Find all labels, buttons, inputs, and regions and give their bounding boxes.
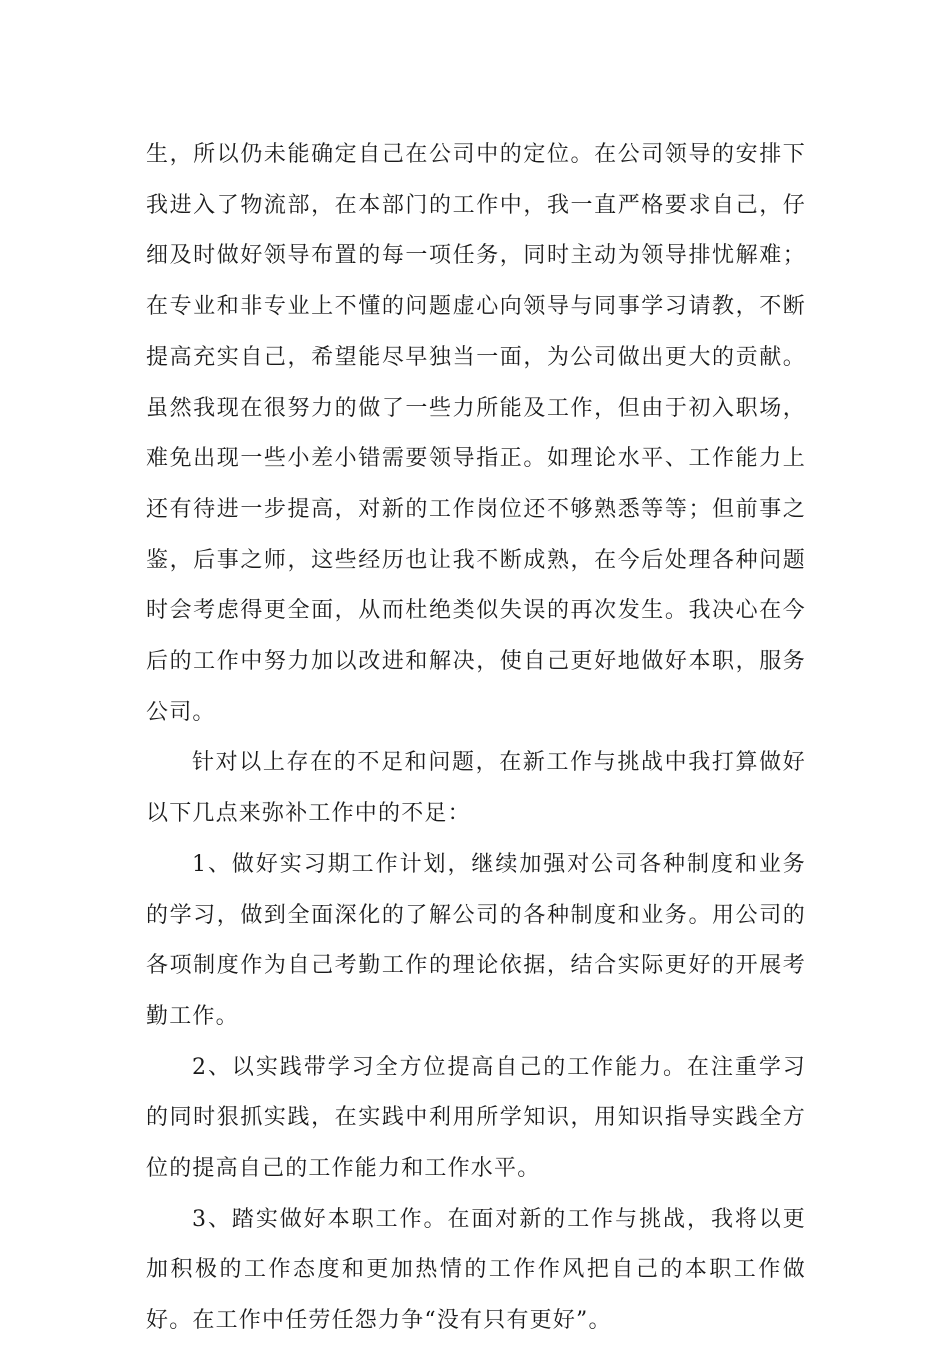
paragraph-item-2: 2、以实践带学习全方位提高自己的工作能力。在注重学习的同时狠抓实践，在实践中利用所学知识，用知识指导实践全方位的提高自己的工作能力和工作水平。	[146, 1054, 806, 1182]
paragraph-item-1: 1、做好实习期工作计划，继续加强对公司各种制度和业务的学习，做到全面深化的了解公司的各种制度和业务。用公司的各项制度作为自己考勤工作的理论依据，结合实际更好的开展考勤工作。	[146, 851, 806, 1029]
paragraph-continuation: 生，所以仍未能确定自己在公司中的定位。在公司领导的安排下我进入了物流部，在本部门的工作中，我一直严格要求自己，仔细及时做好领导布置的每一项任务，同时主动为领导排忧解难；在专业和非专业上不懂的问题虚心向领导与同事学习请教，不断提高充实自己，希望能尽早独当一面，为公司做出更大的贡献。虽然我现在很努力的做了一些力所能及工作，但由于初入职场，难免出现一些小差小错需要领导指正。如理论水平、工作能力上还有待进一步提高，对新的工作岗位还不够熟悉等等；但前事之鉴，后事之师，这些经历也让我不断成熟，在今后处理各种问题时会考虑得更全面，从而杜绝类似失误的再次发生。我决心在今后的工作中努力加以改进和解决，使自己更好地做好本职，服务公司。	[146, 142, 806, 725]
paragraph-item-3: 3、踏实做好本职工作。在面对新的工作与挑战，我将以更加积极的工作态度和更加热情的工作作风把自己的本职工作做好。在工作中任劳任怨力争“没有只有更好”。	[146, 1206, 806, 1334]
document-body	[146, 130, 806, 1347]
paragraph-plan-intro: 针对以上存在的不足和问题，在新工作与挑战中我打算做好以下几点来弥补工作中的不足：	[146, 750, 806, 827]
